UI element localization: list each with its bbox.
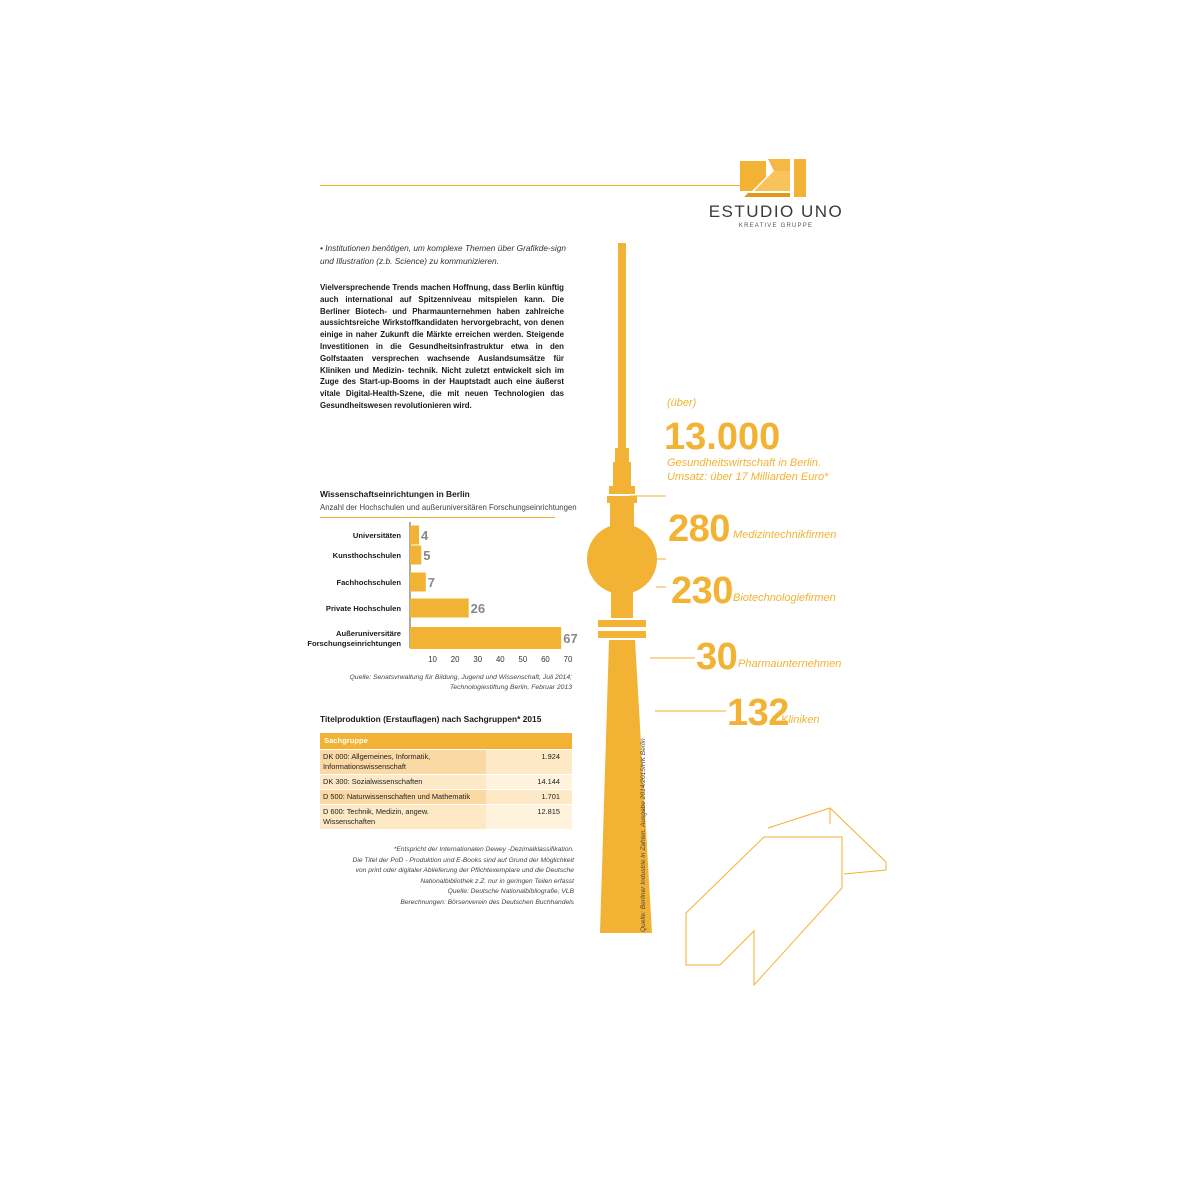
table-title: Titelproduktion (Erstauflagen) nach Sachgruppen* 2015 (320, 714, 542, 724)
category-label: Kunsthochschulen (332, 551, 401, 560)
bar-value-label: 7 (427, 575, 436, 590)
table-note-line: von print oder digitaler Ablieferung der Pflichtexemplare und die Deutsche (355, 867, 574, 874)
table-cell-group: DK 000: Allgemeines, Informatik, Informationswissenschaft (320, 750, 486, 774)
chart-subtitle: Anzahl der Hochschulen und außeruniversitären Forschungseinrichtungen (320, 503, 577, 512)
x-tick-label: 70 (563, 655, 573, 664)
category-label: Private Hochschulen (325, 604, 401, 613)
title-production-table (320, 733, 572, 829)
stat-value: 30 (696, 636, 738, 678)
bar (410, 573, 426, 592)
table-row (320, 790, 572, 804)
chart-title: Wissenschaftseinrichtungen in Berlin (320, 489, 470, 499)
category-label: Außeruniversitäre (336, 629, 401, 638)
brand-tagline: KREATIVE GRUPPE (738, 223, 814, 229)
x-tick-label: 30 (473, 655, 483, 664)
table-cell-group: DK 300: Sozialwissenschaften (320, 775, 486, 789)
side-source: Quelle: Berliner Industrie in Zahlen. Ausgabe 2014/2015IHK Berlin (640, 738, 647, 932)
bar (410, 546, 421, 565)
body-text: Vielversprechende Trends machen Hoffnung, dass Berlin künftig auch international auf Spitzenniveau mitspielen kann. Die Berliner Biotech- und Pharmaunternehmen haben zahlreiche aussichtsreiche Wirkstoffkandidaten hervorgebracht, von denen einige in naher Zukunft die Märkte erreichen werden. Steigende Investitionen in die Gesundheitsinfrastruktur etwa in den Golfstaaten versprechen wachsende Auslandsumsätze für Kliniken und Medizin- technik. Nicht zuletzt entwickelt sich im Zuge des Start-up-Booms in der Hauptstadt auch eine äußerst vitale Digital-Health-Szene, die mit neuen Technologien das Gesundheitswesen revolutionieren wird. (320, 283, 564, 410)
science-institutions-bar-chart (307, 518, 580, 670)
table-cell-value: 12.815 (486, 805, 572, 829)
x-tick-label: 50 (518, 655, 528, 664)
stat-label: Biotechnologiefirmen (733, 592, 836, 604)
stat-main-label (667, 456, 828, 484)
x-tick-label: 10 (428, 655, 437, 664)
intro-text: • Institutionen benötigen, um komplexe Themen über Grafikde-sign und Illustration (z.b. Science) zu kommunizieren. (320, 243, 566, 266)
x-tick-label: 60 (541, 655, 550, 664)
header-rule (320, 185, 740, 186)
bar-value-label: 5 (423, 548, 431, 563)
table-cell-value: 1.924 (486, 750, 572, 774)
stat-main-value: 13.000 (664, 416, 781, 458)
chart-source (320, 673, 572, 693)
x-tick-label: 40 (495, 655, 505, 664)
table-row (320, 775, 572, 789)
table-note-line: Die Titel der PoD - Produktion und E-Books sind auf Grund der Möglichkeit (352, 856, 574, 864)
category-label: Universitäten (352, 531, 401, 540)
table-header: Sachgruppe (320, 733, 572, 749)
table-footnotes (320, 845, 574, 908)
table-cell-value: 1.701 (486, 790, 572, 804)
outline-logo-watermark (680, 800, 890, 1000)
stat-label: Pharmaunternehmen (738, 658, 842, 670)
bar-value-label: 26 (470, 601, 486, 616)
chart-source-line: Technologiestiftung Berlin, Februar 2013 (449, 684, 572, 691)
table-cell-group: D 600: Technik, Medizin, angew. Wissenschaften (320, 805, 486, 829)
bar (410, 526, 419, 545)
brand-name: ESTUDIO UNO (708, 202, 844, 221)
stat-value: 132 (727, 692, 789, 734)
table-note-line: Berechnungen: Börsenverein des Deutschen Buchhandels (400, 898, 574, 906)
x-tick-label: 20 (450, 655, 460, 664)
chart-source-line: Quelle: Senatsvrwaltung für Bildung, Jugend und Wissenschaft, Juli 2014; (349, 674, 572, 681)
stat-value: 280 (668, 508, 730, 550)
stat-label: Kliniken (781, 714, 820, 726)
bar (410, 599, 469, 618)
table-cell-value: 14.144 (486, 775, 572, 789)
bar-value-label: 4 (421, 528, 429, 543)
stat-value: 230 (671, 570, 733, 612)
stat-label: Medizintechnikfirmen (733, 529, 837, 541)
bar (410, 627, 561, 649)
estudio-uno-logo-icon (738, 157, 810, 199)
stat-main-label-line: Gesundheitswirtschaft in Berlin. (667, 457, 822, 469)
table-note-line: Quelle: Deutsche Nationalbibliografie, VLB (447, 888, 574, 895)
stat-main-prefix: (über) (667, 397, 697, 409)
bar-value-label: 67 (563, 631, 578, 646)
table-row (320, 805, 572, 829)
category-label: Fachhochschulen (336, 578, 401, 587)
stat-main-label-line: Umsatz: über 17 Milliarden Euro* (667, 471, 829, 483)
category-label: Forschungseinrichtungen (307, 639, 401, 648)
table-cell-group: D 500: Naturwissenschaften und Mathematik (320, 790, 486, 804)
table-row (320, 750, 572, 774)
table-note-line: Nationalbibliothek z.Z. nur in geringen Teilen erfasst (420, 877, 574, 885)
table-note-line: *Entspricht der Internationalen Dewey -Dezimalklassifikation. (393, 846, 574, 853)
